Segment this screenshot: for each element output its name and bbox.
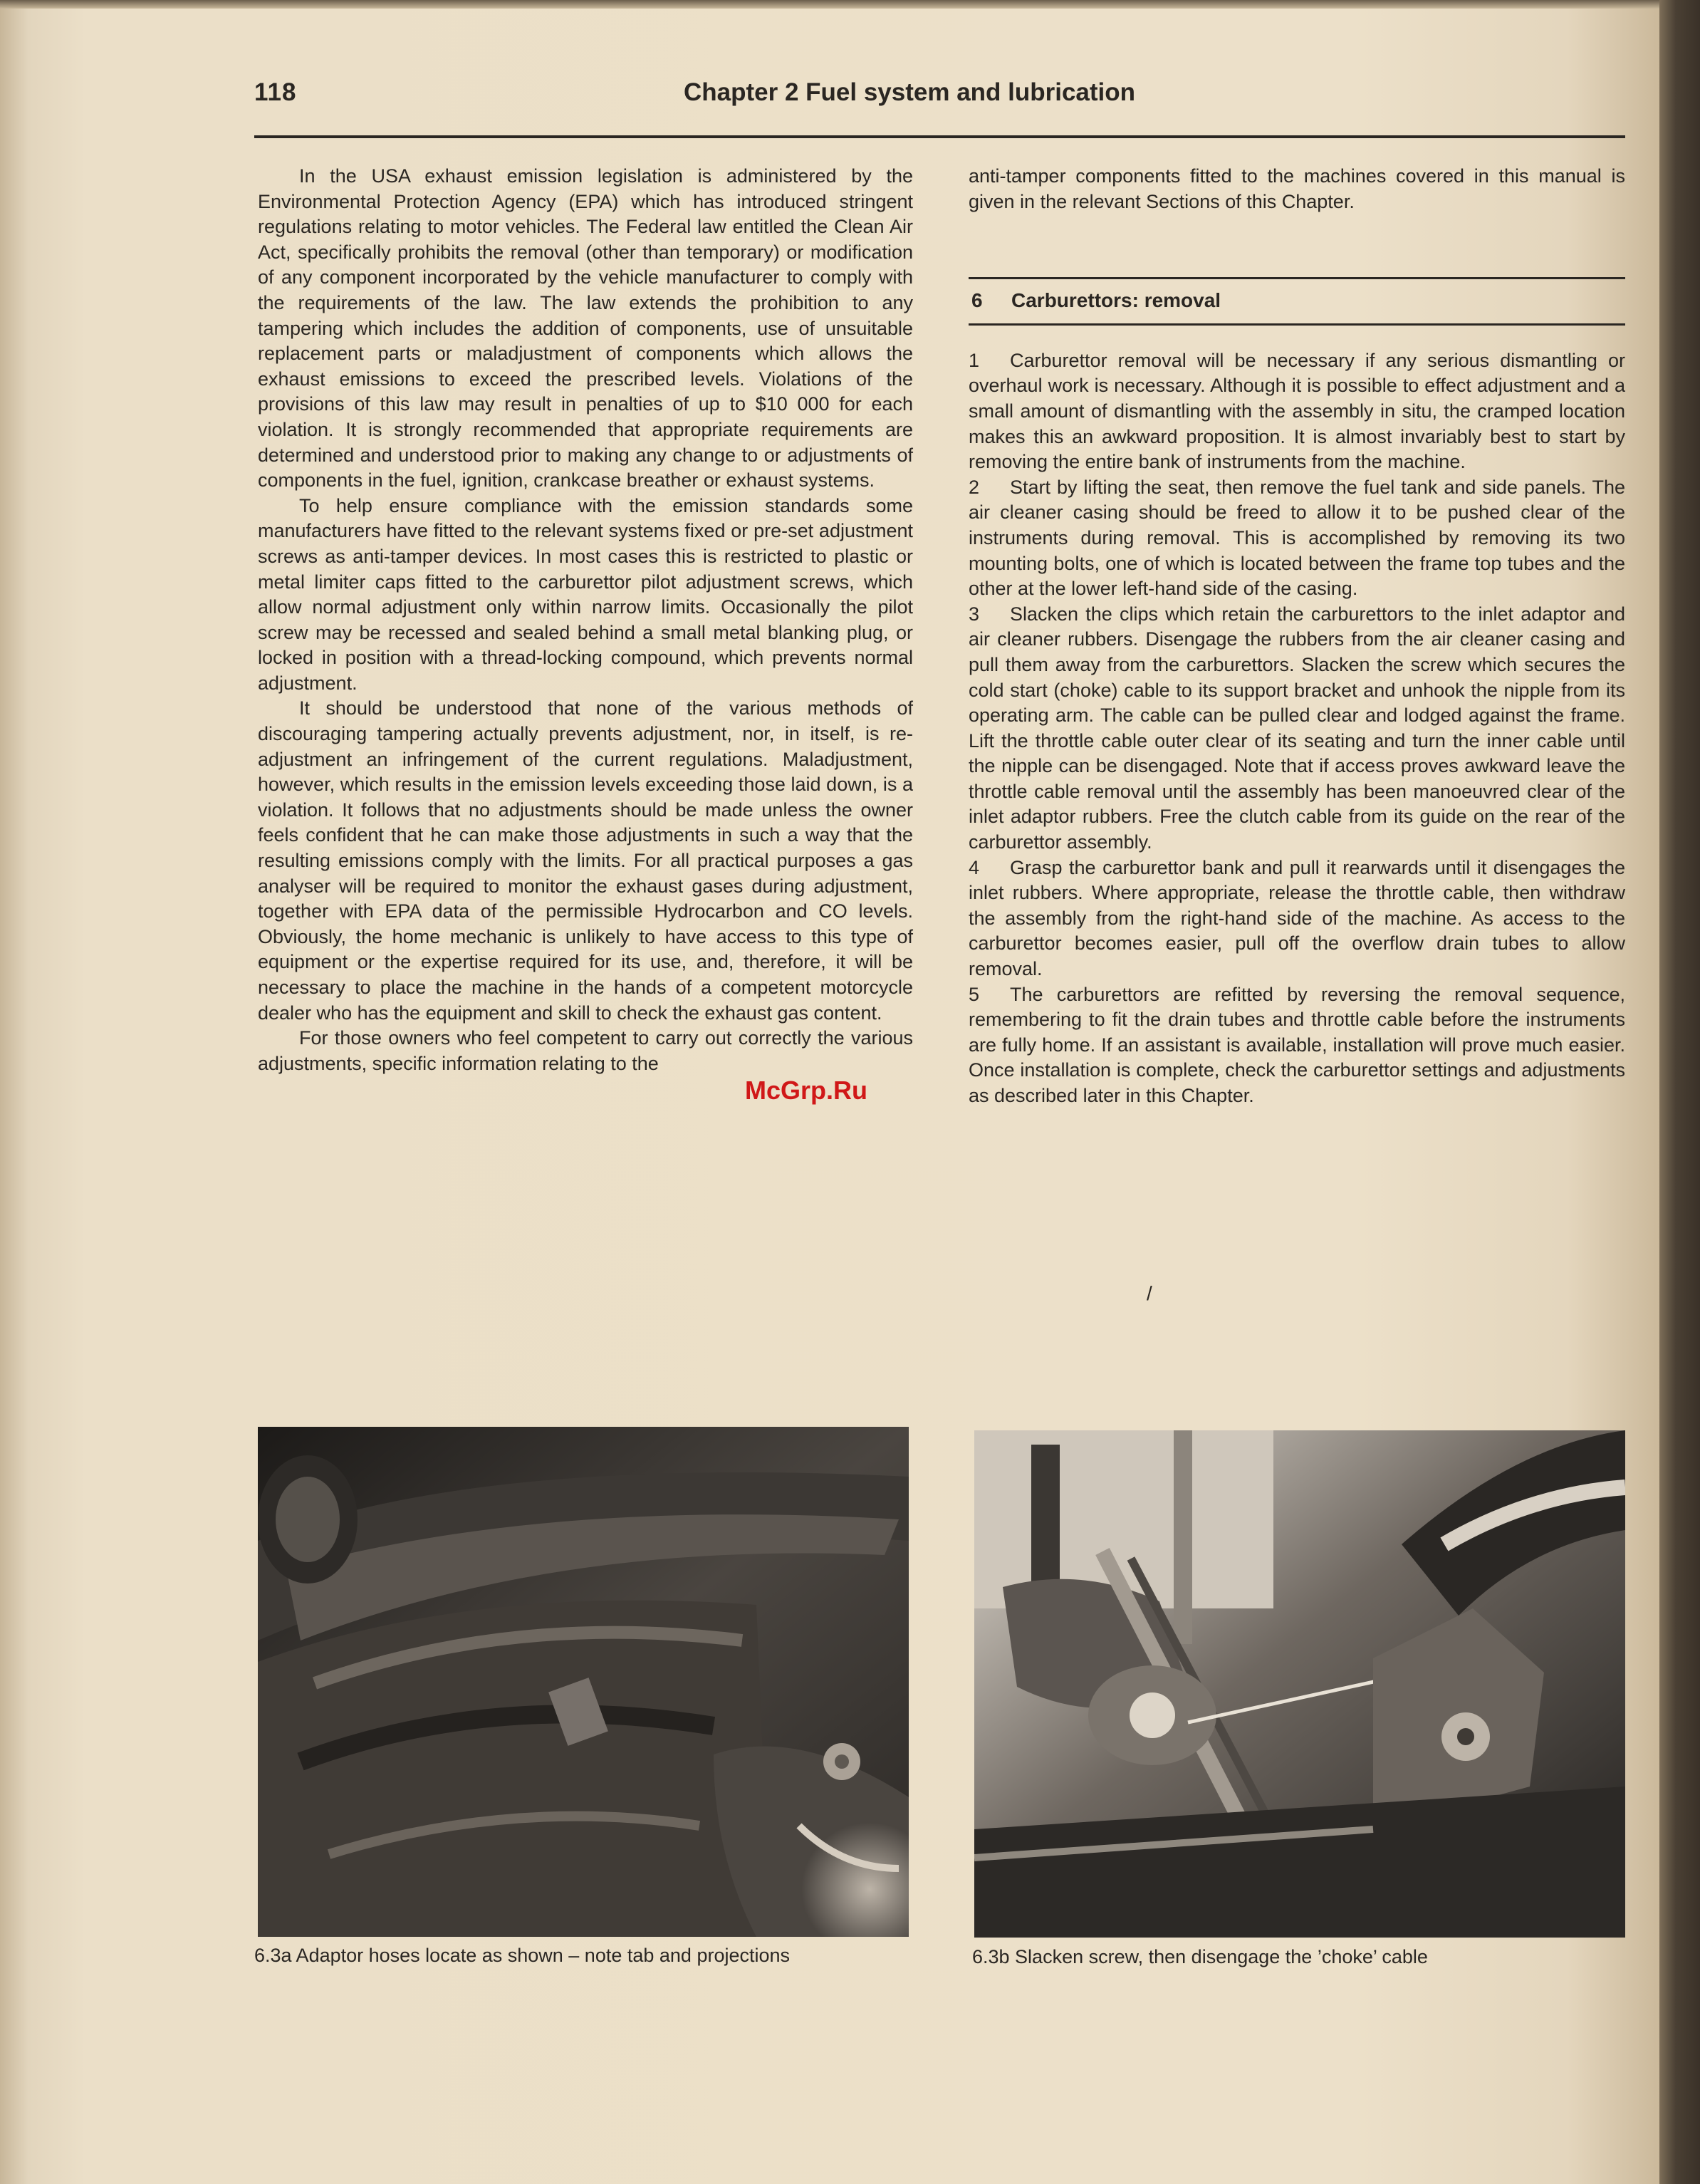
step-text: Slacken the clips which retain the carburettors to the inlet adaptor and air cleaner rubbers. Disengage the rubbers from the air cleaner casing and pull them away from the carburettors. Slacken the screw which secures the cold start (choke) cable to its support bracket and unhook the nipple from its operating arm. The cable can be pulled clear and lodged against the frame. Lift the throttle cable outer clear of its seating and turn the inner cable until the nipple can be disengaged. Note that if access proves awkward leave the throttle cable removal until the assembly has been manoeuvred clear of the inlet adaptor rubbers. Free the clutch cable from its guide on the rear of the carburettor assembly.	[969, 603, 1625, 853]
page-number: 118	[254, 78, 297, 106]
step-paragraph	[969, 348, 1625, 475]
paragraph: It should be understood that none of the various methods of discouraging tampering actually prevents adjustment, nor, in itself, is re-adjustment an infringement of the current regulations. Maladjustment, however, which results in the emission levels exceeding those laid down, is a violation. It follows that no adjustments should be made unless the owner feels confident that he can make those adjustments in such a way that the resulting emissions comply with the limits. For all practical purposes a gas analyser will be required to monitor the exhaust gases during adjustment, together with EPA data of the permissible Hydrocarbon and CO levels. Obviously, the home mechanic is unlikely to have access to this type of equipment or the expertise required for its use, and, therefore, it will be necessary to place the machine in the hands of a competent motorcycle dealer who has the equipment and skill to check the exhaust gas content.	[258, 697, 913, 1024]
step-text: Start by lifting the seat, then remove the fuel tank and side panels. The air cleaner casing should be freed to allow it to be pushed clear of the instruments during removal. This is accomplished by removing its two mounting bolts, one of which is located between the frame top tubes and the other at the lower left-hand side of the casing.	[969, 476, 1625, 600]
pen-mark: /	[1147, 1282, 1152, 1304]
paragraph: For those owners who feel competent to carry out correctly the various adjustments, specific information relating to the	[258, 1027, 913, 1074]
page-top-edge	[0, 0, 1700, 9]
step-number: 2	[969, 476, 980, 498]
photo-adaptor-hoses	[258, 1427, 909, 1937]
left-column	[258, 164, 913, 1076]
section-title: Carburettors: removal	[1011, 289, 1221, 312]
section-number: 6	[971, 289, 983, 312]
paragraph-continuation: anti-tamper components fitted to the machines covered in this manual is given in the relevant Sections of this Chapter.	[969, 165, 1625, 212]
photo-adaptor-hoses-image	[258, 1427, 909, 1937]
running-title: Chapter 2 Fuel system and lubrication	[684, 78, 1136, 106]
step-number: 3	[969, 603, 980, 625]
photo-choke-cable-image	[974, 1430, 1625, 1938]
step-paragraph	[969, 982, 1625, 1109]
step-text: The carburettors are refitted by reversing the removal sequence, remembering to fit the drain tubes and throttle cable before the instruments are fully home. If an assistant is available, installation will prove much easier. Once installation is complete, check the carburettor settings and adjustments as described later in this Chapter.	[969, 983, 1625, 1106]
step-paragraph	[969, 475, 1625, 602]
section-rule-bottom	[969, 323, 1625, 326]
step-text: Carburettor removal will be necessary if any serious dismantling or overhaul work is necessary. Although it is possible to effect adjustment and a small amount of dismantling with the assembly in situ, the cramped location makes this an awkward proposition. It is almost invariably best to start by removing the entire bank of instruments from the machine.	[969, 349, 1625, 473]
photo-choke-cable	[974, 1430, 1625, 1938]
right-column	[969, 164, 1625, 1109]
step-number: 5	[969, 983, 980, 1005]
section-header	[969, 277, 1625, 326]
book-spine-edge	[1659, 0, 1700, 2184]
paragraph: In the USA exhaust emission legislation is administered by the Environmental Protection Agency (EPA) which has introduced stringent regulations relating to motor vehicles. The Federal law entitled the Clean Air Act, specifically prohibits the removal (other than temporary) or modification of any component incorporated by the vehicle manufacturer to comply with the requirements of the law. The law extends the prohibition to any tampering which includes the addition of components, use of unsuitable replacement parts or maladjustment of components which allows the exhaust emissions to exceed the prescribed levels. Violations of the provisions of this law may result in penalties of up to $10 000 for each violation. It is strongly recommended that appropriate requirements are determined and understood prior to making any change to or adjustments of components in the fuel, ignition, crankcase breather or exhaust systems.	[258, 165, 913, 492]
step-list	[969, 348, 1625, 1109]
step-number: 4	[969, 856, 980, 878]
step-number: 1	[969, 349, 980, 371]
figure-caption: 6.3b Slacken screw, then disengage the ’choke’ cable	[972, 1946, 1428, 1967]
step-text: Grasp the carburettor bank and pull it rearwards until it disengages the inlet rubbers. Where appropriate, release the throttle cable, then withdraw the assembly from the right-hand side of the machine. As access to the carburettor becomes easier, pull off the overflow drain tubes to allow removal.	[969, 856, 1625, 980]
step-paragraph	[969, 856, 1625, 982]
step-paragraph	[969, 602, 1625, 856]
paragraph: To help ensure compliance with the emission standards some manufacturers have fitted to the relevant systems fixed or pre-set adjustment screws as anti-tamper devices. In most cases this is restricted to plastic or metal limiter caps fitted to the carburettor pilot adjustment screws, which allow normal adjustment only within narrow limits. Occasionally the pilot screw may be recessed and sealed behind a small metal blanking plug, or locked in position with a thread-locking compound, which prevents normal adjustment.	[258, 494, 913, 694]
figure-caption: 6.3a Adaptor hoses locate as shown – note tab and projections	[254, 1945, 791, 1966]
section-heading	[969, 279, 1625, 323]
watermark: McGrp.Ru	[745, 1076, 868, 1105]
header-rule	[254, 135, 1625, 138]
